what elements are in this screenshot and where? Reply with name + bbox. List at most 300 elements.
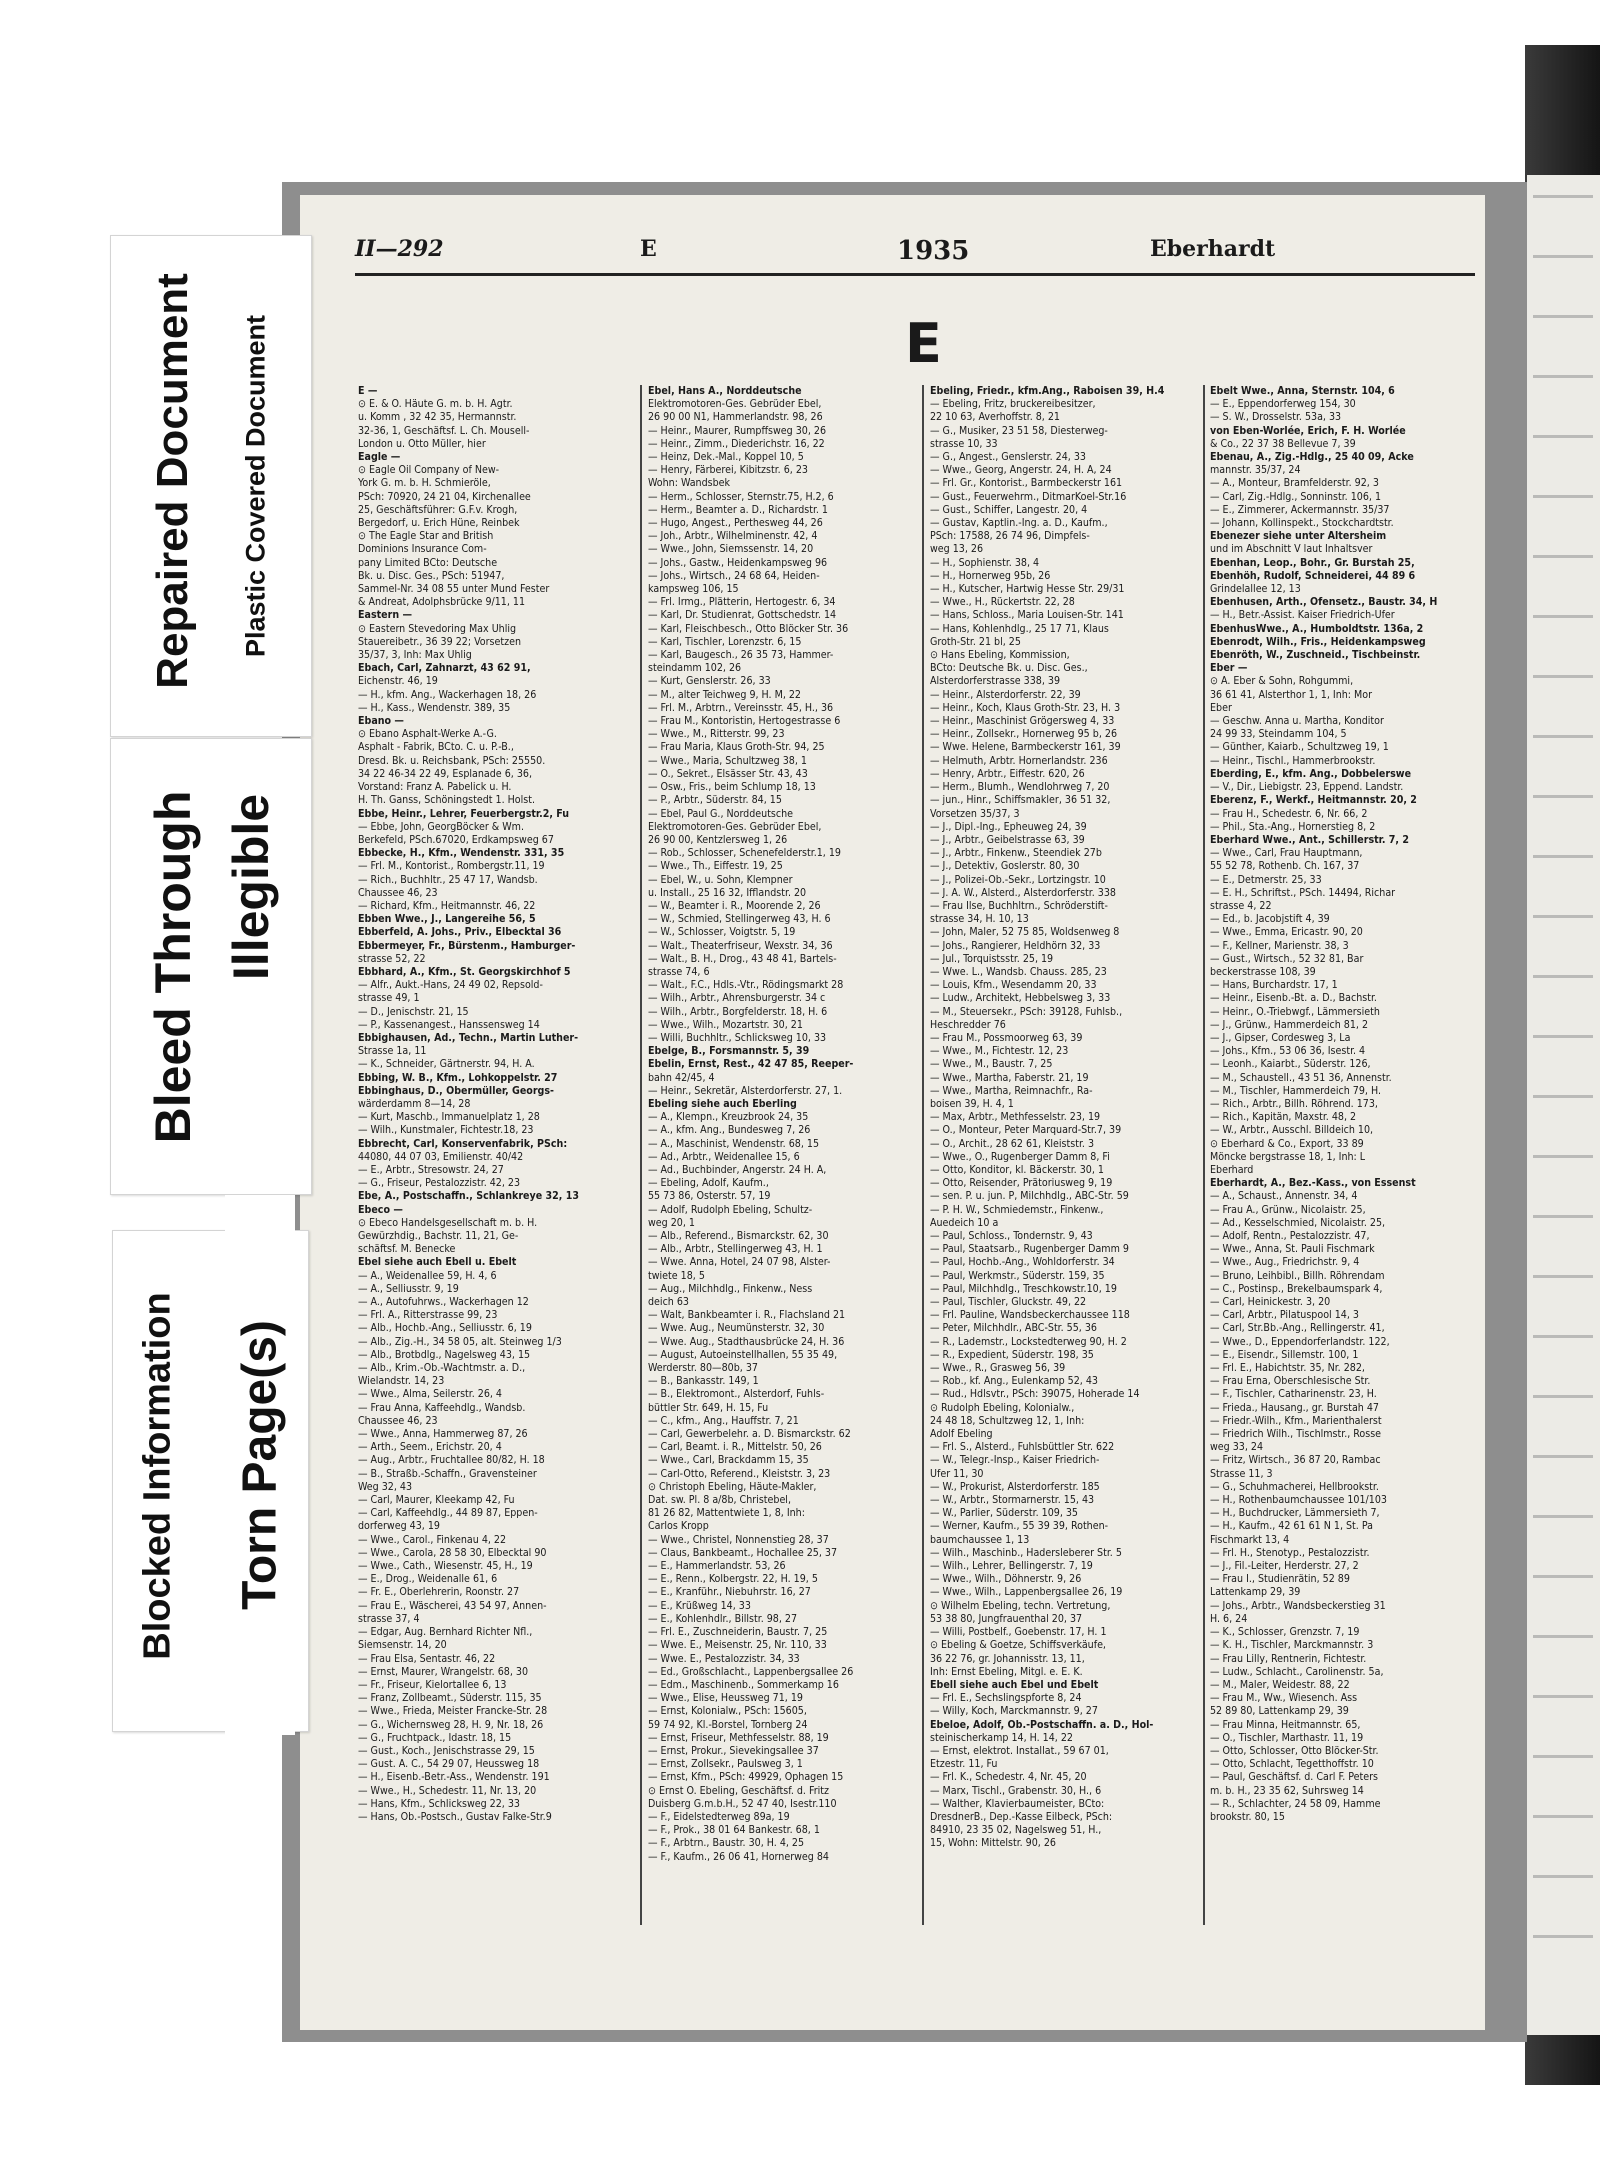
directory-entry: — A., Maschinist, Wendenstr. 68, 15 — [648, 1137, 820, 1150]
directory-entry: — Herm., Beamter a. D., Richardstr. 1 — [648, 503, 828, 516]
directory-entry: — E., Detmerstr. 25, 33 — [1210, 873, 1322, 886]
directory-entry: — Aug., Arbtr., Fruchtallee 80/82, H. 18 — [358, 1454, 545, 1467]
directory-entry: — Werner, Kaufm., 55 39 39, Rothen- — [930, 1520, 1109, 1533]
directory-entry: — Paul, Geschäftsf. d. Carl F. Peters — [1210, 1771, 1378, 1784]
directory-entry: — Frl. Gr., Kontorist., Barmbeckerstr 161 — [930, 477, 1123, 490]
directory-entry: — M., Tischler, Hammerdeich 79, H. — [1210, 1084, 1381, 1097]
directory-entry: — W., Arbtr., Stormarnerstr. 15, 43 — [930, 1494, 1095, 1507]
directory-entry: — Carl, Arbtr., Pilatuspool 14, 3 — [1210, 1309, 1359, 1322]
directory-entry: — Frau Lilly, Rentnerin, Fichtestr. — [1210, 1652, 1367, 1665]
directory-entry: — Ebel, Paul G., Norddeutsche — [648, 807, 794, 820]
directory-entry: — Wwe., Elise, Heussweg 71, 19 — [648, 1692, 803, 1705]
directory-entry: u. Komm , 32 42 35, Hermannstr. — [358, 411, 517, 424]
directory-entry: Heschredder 76 — [930, 1018, 1006, 1031]
torn-pages-stamp — [225, 1195, 295, 1735]
directory-entry: kampsweg 106, 15 — [648, 583, 739, 596]
directory-entry: — M., Maler, Weidestr. 88, 22 — [1210, 1678, 1350, 1691]
directory-entry: E — — [358, 385, 378, 397]
directory-entry: — Adolf, Rentn., Pestalozzistr. 47, — [1210, 1230, 1370, 1242]
directory-entry: — Wilh., Maschinb., Hadersleberer Str. 5 — [930, 1546, 1122, 1559]
directory-entry: Ebbighausen, Ad., Techn., Martin Luther- — [358, 1031, 579, 1044]
directory-entry: 15, Wohn: Mittelstr. 90, 26 — [930, 1837, 1056, 1850]
directory-entry: — Alb., Arbtr., Stellingerweg 43, H. 1 — [648, 1243, 823, 1256]
directory-entry: ⊙ Ernst O. Ebeling, Geschäftsf. d. Fritz — [648, 1784, 829, 1797]
directory-entry: 24 99 33, Steindamm 104, 5 — [1210, 728, 1347, 741]
directory-entry: — Bruno, Leihbibl., Billh. Röhrendam — [1210, 1269, 1385, 1282]
directory-entry: PSch: 17588, 26 74 96, Dimpfels- — [930, 530, 1090, 543]
repaired-document-stamp — [110, 235, 312, 737]
directory-entry: Elektromotoren-Ges. Gebrüder Ebel, — [648, 820, 822, 833]
directory-entry: — sen. P. u. jun. P, Milchhdlg., ABC-Str. 59 — [930, 1190, 1129, 1203]
directory-entry: — Johs., Rangierer, Heldhörn 32, 33 — [930, 939, 1101, 952]
directory-entry: PSch: 70920, 24 21 04, Kirchenallee — [358, 490, 531, 503]
directory-entry: — Otto, Konditor, kl. Bäckerstr. 30, 1 — [930, 1163, 1104, 1176]
directory-entry: Adolf Ebeling — [930, 1428, 993, 1441]
directory-entry: — W., Parlier, Süderstr. 109, 35 — [930, 1507, 1078, 1520]
directory-entry: — John, Maler, 52 75 85, Woldsenweg 8 — [930, 926, 1120, 939]
directory-entry: — Wwe., Carola, 28 58 30, Elbecktal 90 — [358, 1546, 547, 1559]
directory-entry: mannstr. 35/37, 24 — [1210, 464, 1301, 477]
directory-entry: — Fritz, Wirtsch., 36 87 20, Rambac — [1210, 1454, 1381, 1467]
directory-entry: — Carl, Maurer, Kleekamp 42, Fu — [358, 1494, 515, 1507]
directory-entry: Alsterdorferstrasse 338, 39 — [930, 675, 1061, 688]
directory-entry: ⊙ Eberhard & Co., Export, 33 89 — [1210, 1137, 1364, 1150]
directory-entry: — E., Hammerlandstr. 53, 26 — [648, 1560, 786, 1573]
directory-entry: büttler Str. 649, H. 15, Fu — [648, 1401, 769, 1414]
directory-entry: — Paul, Milchhdlg., Treschkowstr.10, 19 — [930, 1282, 1117, 1295]
directory-entry: Werderstr. 80—80b, 37 — [648, 1362, 758, 1375]
column-divider — [922, 385, 924, 1925]
directory-entry: — Edm., Maschinenb., Sommerkamp 16 — [648, 1678, 839, 1691]
directory-entry: — Ad., Kesselschmied, Nicolaistr. 25, — [1210, 1216, 1386, 1229]
directory-entry: — Frl. Irmg., Plätterin, Hertogestr. 6, 34 — [648, 596, 836, 609]
directory-entry: — J., Polizei-Ob.-Sekr., Lortzingstr. 10 — [930, 873, 1106, 886]
directory-entry: 81 26 82, Mattentwiete 1, 8, Inh: — [648, 1507, 805, 1520]
directory-entry: — Ebeling, Fritz, bruckereibesitzer, — [930, 398, 1096, 411]
directory-entry: — A., Schaust., Annenstr. 34, 4 — [1210, 1190, 1358, 1203]
directory-entry: — Ebbe, John, GeorgBöcker & Wm. — [358, 820, 524, 833]
directory-entry: — F., Tischler, Catharinenstr. 23, H. — [1210, 1388, 1377, 1401]
directory-entry: — Willi, Buchhltr., Schlicksweg 10, 33 — [648, 1031, 827, 1044]
directory-entry: — Heinr., Sekretär, Alsterdorferstr. 27, 1. — [648, 1084, 843, 1097]
directory-entry: — Wwe., Wilh., Mozartstr. 30, 21 — [648, 1018, 803, 1031]
directory-entry: 36 61 41, Alsterthor 1, 1, Inh: Mor — [1210, 688, 1373, 701]
directory-entry: 25, Geschäftsführer: G.F.v. Krogh, — [358, 503, 518, 516]
directory-entry: Ebbinghaus, D., Obermüller, Georgs- — [358, 1084, 554, 1097]
directory-entry: — Heinr., Zimm., Diederichstr. 16, 22 — [648, 437, 825, 450]
directory-entry: — Fr. E., Oberlehrerin, Roonstr. 27 — [358, 1586, 520, 1599]
directory-entry: — E., Kranführ., Niebuhrstr. 16, 27 — [648, 1586, 811, 1599]
directory-entry: — Wwe., Cath., Wiesenstr. 45, H., 19 — [358, 1560, 533, 1573]
directory-entry: — Henry, Färberei, Kibitzstr. 6, 23 — [648, 464, 808, 477]
directory-entry: ⊙ Ebeling & Goetze, Schiffsverkäufe, — [930, 1639, 1106, 1652]
directory-entry: Eberhard — [1210, 1163, 1254, 1176]
directory-entry: — A., kfm. Ang., Bundesweg 7, 26 — [648, 1124, 811, 1137]
directory-entry: Ebeco — — [358, 1203, 403, 1216]
directory-entry: Grindelallee 12, 13 — [1210, 583, 1301, 596]
directory-entry: — H., Kass., Wendenstr. 389, 35 — [358, 701, 511, 714]
directory-entry: — A., Klempn., Kreuzbrook 24, 35 — [648, 1111, 809, 1124]
directory-entry: — Hans, Burchardstr. 17, 1 — [1210, 979, 1338, 992]
directory-entry: — H., kfm. Ang., Wackerhagen 18, 26 — [358, 688, 537, 701]
directory-entry: Ebenhöh, Rudolf, Schneiderei, 44 89 6 — [1210, 569, 1416, 582]
directory-entry: 26 90 00 N1, Hammerlandstr. 98, 26 — [648, 411, 823, 424]
directory-entry: — A., Weidenallee 59, H. 4, 6 — [358, 1269, 497, 1282]
directory-entry: Ebel, Hans A., Norddeutsche — [648, 385, 802, 397]
directory-entry: — Ad., Arbtr., Weidenallee 15, 6 — [648, 1150, 800, 1163]
directory-entry: Bk. u. Disc. Ges., PSch: 51947, — [358, 569, 505, 582]
directory-entry: — K. H., Tischler, Marckmannstr. 3 — [1210, 1639, 1374, 1652]
directory-entry: — Ed., Großschlacht., Lappenbergsallee 26 — [648, 1665, 854, 1678]
directory-entry: Vorsetzen 35/37, 3 — [930, 807, 1020, 820]
directory-entry: Eber — [1210, 701, 1232, 714]
directory-entry: Duisberg G.m.b.H., 52 47 40, Isestr.110 — [648, 1797, 837, 1810]
directory-entry: — Heinr., Koch, Klaus Groth-Str. 23, H. 3 — [930, 701, 1121, 714]
header-year: 1935 — [897, 236, 970, 266]
directory-entry: York G. m. b. H. Schmieröle, — [358, 477, 491, 490]
directory-entry: — Richard, Kfm., Heitmannstr. 46, 22 — [358, 899, 536, 912]
directory-entry: — Carl, Kaffeehdlg., 44 89 87, Eppen- — [358, 1507, 538, 1520]
page-number: II—292 — [355, 236, 444, 262]
directory-entry: Inh: Ernst Ebeling, Mitgl. e. E. K. — [930, 1665, 1083, 1678]
directory-entry: DresdnerB., Dep.-Kasse Eilbeck, PSch: — [930, 1810, 1113, 1823]
directory-entry: — Osw., Fris., beim Schlump 18, 13 — [648, 781, 816, 794]
directory-entry: Eberhardt, A., Bez.-Kass., von Essenst — [1210, 1177, 1416, 1190]
directory-entry: — M., Steuersekr., PSch: 39128, Fuhlsb., — [930, 1005, 1123, 1018]
directory-entry: 26 90 00, Kentzlersweg 1, 26 — [648, 833, 788, 846]
directory-entry: Ebelin, Ernst, Rest., 42 47 85, Reeper- — [648, 1058, 854, 1071]
directory-entry: — Paul, Hochb.-Ang., Wohldorferstr. 34 — [930, 1256, 1115, 1269]
directory-entry: — Heinr., Zollsekr., Hornerweg 95 b, 26 — [930, 728, 1118, 741]
directory-entry: — Gustav, Kaptlin.-Ing. a. D., Kaufm., — [930, 517, 1108, 530]
directory-entry: — Frau Minna, Heitmannstr. 65, — [1210, 1718, 1361, 1731]
directory-entry: — Rob., Schlosser, Schenefelderstr.1, 19 — [648, 847, 841, 860]
header-letter: E — [640, 236, 657, 262]
directory-entry: — Walt., Theaterfriseur, Wexstr. 34, 36 — [648, 939, 833, 952]
directory-entry: — V., Dir., Liebigstr. 23, Eppend. Landstr. — [1210, 781, 1404, 794]
directory-entry: — J., Grünw., Hammerdeich 81, 2 — [1210, 1018, 1369, 1031]
directory-entry: — Adolf, Rudolph Ebeling, Schultz- — [648, 1203, 813, 1216]
directory-entry: H. 6, 24 — [1210, 1612, 1248, 1625]
directory-entry: Möncke bergstrasse 18, 1, Inh: L — [1210, 1150, 1366, 1163]
directory-column-1 — [358, 385, 626, 1925]
directory-entry: — Hans, Kohlenhdlg., 25 17 71, Klaus — [930, 622, 1109, 635]
directory-entry: Sammel-Nr. 34 08 55 unter Mund Fester — [358, 583, 550, 596]
directory-entry: ⊙ Eagle Oil Company of New- — [358, 464, 500, 477]
directory-entry: — R., Schlachter, 24 58 09, Hamme — [1210, 1797, 1381, 1810]
directory-entry: — Paul, Werkmstr., Süderstr. 159, 35 — [930, 1269, 1105, 1282]
directory-entry: — Rich., Arbtr., Billh. Röhrend. 173, — [1210, 1097, 1378, 1110]
directory-entry: Siemsenstr. 14, 20 — [358, 1639, 447, 1652]
directory-entry: — O., Monteur, Peter Marquard-Str.7, 39 — [930, 1124, 1122, 1137]
directory-entry: — Gust., Feuerwehrm., DitmarKoel-Str.16 — [930, 490, 1127, 503]
directory-entry: — K., Schneider, Gärtnerstr. 94, H. A. — [358, 1058, 535, 1071]
directory-entry: — Marx, Tischl., Grabenstr. 30, H., 6 — [930, 1784, 1102, 1797]
directory-entry: — E., Eisendr., Sillemstr. 100, 1 — [1210, 1348, 1359, 1361]
directory-entry: — C., Postinsp., Brekelbaumspark 4, — [1210, 1282, 1383, 1295]
directory-entry: — H., Betr.-Assist. Kaiser Friedrich-Ufer — [1210, 609, 1395, 622]
directory-entry: boisen 39, H. 4, 1 — [930, 1097, 1014, 1110]
directory-entry: — G., Fruchtpack., Idastr. 18, 15 — [358, 1731, 512, 1744]
directory-entry: — J., Arbtr., Geibelstrasse 63, 39 — [930, 833, 1085, 846]
directory-entry: ⊙ E. & O. Häute G. m. b. H. Agtr. — [358, 398, 513, 411]
repaired-label: Repaired Document — [148, 273, 197, 689]
directory-entry: — Alb., Krim.-Ob.-Wachtmstr. a. D., — [358, 1362, 526, 1375]
directory-entry: — Ebeling, Adolf, Kaufm., — [648, 1177, 769, 1190]
directory-entry: — Paul, Tischler, Gluckstr. 49, 22 — [930, 1296, 1087, 1309]
directory-entry: — Alb., Hochb.-Ang., Selliusstr. 6, 19 — [358, 1322, 532, 1335]
directory-entry: — Gust., Koch., Jenischstrasse 29, 15 — [358, 1744, 535, 1757]
directory-entry: — Edgar, Aug. Bernhard Richter Nfl., — [358, 1626, 533, 1639]
directory-entry: Fischmarkt 13, 4 — [1210, 1533, 1290, 1546]
directory-entry: — Frl. K., Schedestr. 4, Nr. 45, 20 — [930, 1771, 1087, 1784]
directory-entry: Ebbecke, H., Kfm., Wendenstr. 331, 35 — [358, 847, 565, 860]
directory-entry: Eichenstr. 46, 19 — [358, 675, 438, 688]
directory-entry: Ebenezer siehe unter Altersheim — [1210, 530, 1387, 543]
directory-entry: — Frl. E., Sechslingspforte 8, 24 — [930, 1692, 1082, 1705]
directory-entry: Elektromotoren-Ges. Gebrüder Ebel, — [648, 398, 822, 411]
directory-entry: EbenhusWwe., A., Humboldtstr. 136a, 2 — [1210, 622, 1424, 635]
directory-entry: — Wwe., Carl, Brackdamm 15, 35 — [648, 1454, 809, 1467]
directory-entry: — G., Angest., Genslerstr. 24, 33 — [930, 451, 1086, 464]
directory-entry: — Joh., Arbtr., Wilhelminenstr. 42, 4 — [648, 530, 818, 543]
directory-entry: — Wwe., D., Eppendorferlandstr. 122, — [1210, 1335, 1390, 1348]
directory-entry: — Günther, Kaiarb., Schultzweg 19, 1 — [1210, 741, 1389, 754]
directory-entry: — Alfr., Aukt.-Hans, 24 49 02, Repsold- — [358, 979, 543, 992]
directory-entry: — F., Prok., 38 01 64 Bankestr. 68, 1 — [648, 1824, 820, 1837]
directory-entry: Ebenhusen, Arth., Ofensetz., Baustr. 34, H — [1210, 596, 1438, 609]
directory-entry: — Wwe., Wilh., Lappenbergsallee 26, 19 — [930, 1586, 1123, 1599]
directory-entry: — A., Selliusstr. 9, 19 — [358, 1282, 459, 1295]
directory-entry: — Johs., Kfm., 53 06 36, Isestr. 4 — [1210, 1045, 1366, 1058]
directory-entry: — F., Eidelstedterweg 89a, 19 — [648, 1810, 790, 1823]
directory-entry: Weg 32, 43 — [358, 1480, 413, 1493]
directory-entry: — W., Arbtr., Ausschl. Billdeich 10, — [1210, 1124, 1374, 1137]
directory-entry: — Heinr., Maschinist Grögersweg 4, 33 — [930, 715, 1115, 728]
directory-entry: — Carl, Beamt. i. R., Mittelstr. 50, 26 — [648, 1441, 822, 1454]
directory-entry: — W., Telegr.-Insp., Kaiser Friedrich- — [930, 1454, 1100, 1467]
bleed-through-stamp — [110, 738, 312, 1195]
directory-entry: — Willy, Koch, Marckmannstr. 9, 27 — [930, 1705, 1098, 1718]
directory-entry: — E., Renn., Kolbergstr. 22, H. 19, 5 — [648, 1573, 818, 1586]
directory-entry: — Carl, Heinickestr. 3, 20 — [1210, 1296, 1331, 1309]
directory-entry: Chaussee 46, 23 — [358, 1414, 438, 1427]
directory-entry: — K., Schlosser, Grenzstr. 7, 19 — [1210, 1626, 1360, 1639]
directory-entry: Ebell siehe auch Ebel und Ebelt — [930, 1678, 1099, 1691]
directory-entry: — Wwe., Anna, St. Pauli Fischmark — [1210, 1243, 1375, 1256]
directory-entry: Groth-Str. 21 bl, 25 — [930, 635, 1021, 648]
directory-entry: London u. Otto Müller, hier — [358, 437, 486, 450]
directory-entry: Ebelge, B., Forsmannstr. 5, 39 — [648, 1045, 810, 1058]
directory-entry: — Frieda., Hausang., gr. Burstah 47 — [1210, 1401, 1379, 1414]
directory-entry: strasse 74, 6 — [648, 965, 710, 978]
directory-entry: wärderdamm 8—14, 28 — [358, 1097, 471, 1110]
directory-entry: — Frl. M., Arbtrn., Vereinsstr. 45, H., 36 — [648, 701, 834, 714]
directory-entry: — Rob., kf. Ang., Eulenkamp 52, 43 — [930, 1375, 1098, 1388]
directory-entry: — Wwe. E., Meisenstr. 25, Nr. 110, 33 — [648, 1639, 827, 1652]
directory-entry: Ebelt Wwe., Anna, Sternstr. 104, 6 — [1210, 385, 1395, 397]
directory-entry: Ebano — — [358, 715, 404, 728]
directory-entry: — Ernst, Kfm., PSch: 49929, Ophagen 15 — [648, 1771, 844, 1784]
directory-entry: dorferweg 43, 19 — [358, 1520, 440, 1533]
directory-entry: — Heinz, Dek.-Mal., Koppel 10, 5 — [648, 451, 804, 464]
directory-entry: — M., Schaustell., 43 51 36, Annenstr. — [1210, 1071, 1392, 1084]
directory-entry: — J., Detektiv, Goslerstr. 80, 30 — [930, 860, 1080, 873]
blocked-label: Blocked Information — [136, 1292, 178, 1660]
directory-entry: — Ebel, W., u. Sohn, Klempner — [648, 873, 793, 886]
directory-entry: — Wwe. L., Wandsb. Chauss. 285, 23 — [930, 965, 1107, 978]
bleed-label: Bleed Through — [145, 790, 201, 1143]
directory-entry: Ebe, A., Postschaffn., Schlankreye 32, 13 — [358, 1190, 579, 1203]
directory-entry: — Hans, Ob.-Postsch., Gustav Falke-Str.9 — [358, 1810, 552, 1823]
directory-entry: — Wwe. Aug., Stadthausbrücke 24, H. 36 — [648, 1335, 845, 1348]
directory-entry: — Carl-Otto, Referend., Kleiststr. 3, 23 — [648, 1467, 831, 1480]
directory-entry: — Wwe., Carol., Finkenau 4, 22 — [358, 1533, 507, 1546]
directory-entry: — Ernst, Friseur, Methfesselstr. 88, 19 — [648, 1731, 829, 1744]
directory-entry: — Gust., Wirtsch., 52 32 81, Bar — [1210, 952, 1364, 965]
directory-entry: Ebeling, Friedr., kfm.Ang., Raboisen 39, H.4 — [930, 385, 1165, 397]
directory-entry: — Ludw., Architekt, Hebbelsweg 3, 33 — [930, 992, 1111, 1005]
directory-entry: — Phil., Sta.-Ang., Hornerstieg 8, 2 — [1210, 820, 1376, 833]
directory-entry: — Wwe., H., Schedestr. 11, Nr. 13, 20 — [358, 1784, 537, 1797]
directory-entry: — B., Elektromont., Alsterdorf, Fuhls- — [648, 1388, 825, 1401]
section-letter: E — [905, 312, 942, 375]
directory-entry: — E. H., Schriftst., PSch. 14494, Richar — [1210, 886, 1396, 899]
directory-entry: — Karl, Dr. Studienrat, Gottschedstr. 14 — [648, 609, 837, 622]
directory-entry: brookstr. 80, 15 — [1210, 1810, 1285, 1823]
directory-entry: — Frau M., Kontoristin, Hertogestrasse 6 — [648, 715, 841, 728]
directory-entry: — Leonh., Kaiarbt., Süderstr. 126, — [1210, 1058, 1371, 1071]
directory-entry: — Rich., Kapitän, Maxstr. 48, 2 — [1210, 1111, 1357, 1124]
directory-entry: — Wilh., Kunstmaler, Fichtestr.18, 23 — [358, 1124, 534, 1137]
directory-entry: — Peter, Milchhdlr., ABC-Str. 55, 36 — [930, 1322, 1097, 1335]
directory-entry: Ebenröth, W., Zuschneid., Tischbeinstr. — [1210, 649, 1421, 662]
directory-entry: — Frl. Pauline, Wandsbeckerchaussee 118 — [930, 1309, 1130, 1322]
directory-entry: — Wwe., Th., Eiffestr. 19, 25 — [648, 860, 783, 873]
directory-entry: pany Limited BCto: Deutsche — [358, 556, 498, 569]
directory-entry: Ebben Wwe., J., Langereihe 56, 5 — [358, 913, 536, 926]
directory-entry: Eberding, E., kfm. Ang., Dobbelerswe — [1210, 767, 1412, 780]
directory-entry: — Frau I., Studienrätin, 52 89 — [1210, 1573, 1350, 1586]
directory-entry: Ebenrodt, Wilh., Fris., Heidenkampsweg — [1210, 635, 1426, 648]
directory-entry: — Frau Ilse, Buchhltrn., Schröderstift- — [930, 899, 1108, 912]
directory-entry: von Eben-Worlée, Erich, F. H. Worlée — [1210, 424, 1406, 437]
directory-entry: — Geschw. Anna u. Martha, Konditor — [1210, 715, 1384, 728]
directory-entry: — Aug., Milchhdlg., Finkenw., Ness — [648, 1282, 813, 1295]
directory-entry: — Jul., Torquistsstr. 25, 19 — [930, 952, 1054, 965]
directory-entry: Strasse 11, 3 — [1210, 1467, 1273, 1480]
directory-entry: — Frl. E., Habichtstr. 35, Nr. 282, — [1210, 1362, 1365, 1375]
directory-entry: — Rich., Buchhltr., 25 47 17, Wandsb. — [358, 873, 538, 886]
directory-entry: — Ernst, Kolonialw., PSch: 15605, — [648, 1705, 807, 1718]
directory-entry: — H., Kaufm., 42 61 61 N 1, St. Pa — [1210, 1520, 1373, 1533]
directory-entry: — Walther, Klavierbaumeister, BCto: — [930, 1797, 1105, 1810]
directory-entry: Ebeling siehe auch Eberling — [648, 1097, 797, 1110]
directory-entry: — Frl. E., Zuschneiderin, Baustr. 7, 25 — [648, 1626, 828, 1639]
directory-entry: — Wwe., M., Fichtestr. 12, 23 — [930, 1045, 1069, 1058]
directory-entry: — Wwe., Carl, Frau Hauptmann, — [1210, 847, 1363, 860]
directory-entry: — Wwe. Aug., Neumünsterstr. 32, 30 — [648, 1322, 825, 1335]
directory-entry: — E., Zimmerer, Ackermannstr. 35/37 — [1210, 503, 1390, 516]
directory-entry: strasse 52, 22 — [358, 952, 426, 965]
directory-entry: Chaussee 46, 23 — [358, 886, 438, 899]
directory-entry: — Johs., Arbtr., Wandsbeckerstieg 31 — [1210, 1599, 1386, 1612]
directory-entry: & Co., 22 37 38 Bellevue 7, 39 — [1210, 437, 1356, 450]
directory-entry: Strasse 1a, 11 — [358, 1045, 427, 1058]
directory-entry: Bergedorf, u. Erich Hüne, Reinbek — [358, 517, 520, 530]
directory-entry: — Johann, Kollinspekt., Stockchardtstr. — [1210, 517, 1394, 530]
directory-entry: Eber — — [1210, 662, 1248, 675]
directory-entry: deich 63 — [648, 1296, 689, 1309]
directory-entry: — E., Arbtr., Stresowstr. 24, 27 — [358, 1163, 504, 1176]
directory-entry: — Wwe., H., Rückertstr. 22, 28 — [930, 596, 1075, 609]
directory-entry: 32-36, 1, Geschäftsf. L. Ch. Mousell- — [358, 424, 530, 437]
directory-entry: Etzestr. 11, Fu — [930, 1758, 998, 1771]
directory-entry: — Herm., Blumh., Wendlohrweg 7, 20 — [930, 781, 1110, 794]
directory-entry: — Gust. A. C., 54 29 07, Heussweg 18 — [358, 1758, 540, 1771]
directory-entry: ⊙ Hans Ebeling, Kommission, — [930, 649, 1070, 662]
directory-entry: — Wwe., O., Rugenberger Damm 8, Fi — [930, 1150, 1110, 1163]
directory-entry: — Willi, Postbelf., Goebenstr. 17, H. 1 — [930, 1626, 1107, 1639]
directory-entry: — Gust., Schiffer, Langestr. 20, 4 — [930, 503, 1088, 516]
directory-entry: — Kurt, Maschb., Immanuelplatz 1, 28 — [358, 1111, 540, 1124]
directory-entry: — Johs., Gastw., Heidenkampsweg 96 — [648, 556, 828, 569]
directory-entry: — Frau M., Possmoorweg 63, 39 — [930, 1031, 1083, 1044]
directory-entry: — Frl. M., Kontorist., Rombergstr.11, 19 — [358, 860, 545, 873]
directory-entry: — O., Tischler, Marthastr. 11, 19 — [1210, 1731, 1364, 1744]
directory-entry: — Wwe., M., Baustr. 7, 25 — [930, 1058, 1053, 1071]
directory-entry: Eberenz, F., Werkf., Heitmannstr. 20, 2 — [1210, 794, 1417, 807]
directory-entry: 53 38 80, Jungfrauenthal 20, 37 — [930, 1612, 1083, 1625]
directory-entry: m. b. H., 23 35 62, Suhrsweg 14 — [1210, 1784, 1364, 1797]
directory-entry: 55 73 86, Osterstr. 57, 19 — [648, 1190, 771, 1203]
directory-entry: steinischerkamp 14, H. 14, 22 — [930, 1731, 1073, 1744]
directory-entry: — Heinr., O.-Triebwgf., Lämmersieth — [1210, 1005, 1380, 1018]
directory-entry: — B., Bankasstr. 149, 1 — [648, 1375, 759, 1388]
directory-entry: 44080, 44 07 03, Emilienstr. 40/42 — [358, 1150, 524, 1163]
directory-entry: — R., Expedient, Süderstr. 198, 35 — [930, 1348, 1094, 1361]
directory-entry: — W., Schlosser, Voigtstr. 5, 19 — [648, 926, 796, 939]
directory-entry: ⊙ Christoph Ebeling, Häute-Makler, — [648, 1480, 817, 1493]
directory-entry: — Claus, Bankbeamt., Hochallee 25, 37 — [648, 1546, 838, 1559]
directory-entry: Stauereibetr., 36 39 22; Vorsetzen — [358, 635, 521, 648]
directory-entry: — A., Autofuhrws., Wackerhagen 12 — [358, 1296, 529, 1309]
directory-entry: — Walt., B. H., Drog., 43 48 41, Bartels- — [648, 952, 837, 965]
directory-entry: — Heinr., Alsterdorferstr. 22, 39 — [930, 688, 1081, 701]
directory-entry: — Frau Maria, Klaus Groth-Str. 94, 25 — [648, 741, 825, 754]
directory-entry: — Walt., F.C., Hdls.-Vtr., Rödingsmarkt 28 — [648, 979, 844, 992]
directory-entry: — Wwe. Helene, Barmbeckerstr 161, 39 — [930, 741, 1121, 754]
column-divider — [1203, 385, 1205, 1925]
directory-entry: Eastern — — [358, 609, 412, 622]
directory-entry: — Wwe., R., Grasweg 56, 39 — [930, 1362, 1066, 1375]
directory-entry: — Wwe., Wilh., Döhnerstr. 9, 26 — [930, 1573, 1082, 1586]
directory-entry: — Alb., Referend., Bismarckstr. 62, 30 — [648, 1230, 829, 1242]
directory-entry: — Ernst, Prokur., Sievekingsallee 37 — [648, 1744, 819, 1757]
directory-entry: — Wwe., Maria, Schultzweg 38, 1 — [648, 754, 807, 767]
directory-entry: — F., Arbtrn., Baustr. 30, H. 4, 25 — [648, 1837, 805, 1850]
directory-entry: — G., Musiker, 23 51 58, Diesterweg- — [930, 424, 1108, 437]
directory-entry: — Karl, Fleischbesch., Otto Blöcker Str. 36 — [648, 622, 849, 635]
directory-entry: — Fr., Friseur, Kielortallee 6, 13 — [358, 1678, 507, 1691]
directory-entry: weg 33, 24 — [1210, 1441, 1264, 1454]
directory-entry: & Andreat, Adolphsbrücke 9/11, 11 — [358, 596, 526, 609]
directory-entry: twiete 18, 5 — [648, 1269, 705, 1282]
directory-entry: Ebach, Carl, Zahnarzt, 43 62 91, — [358, 662, 531, 675]
directory-entry: 22 10 63, Averhoffstr. 8, 21 — [930, 411, 1060, 424]
directory-entry: — Franz, Zollbeamt., Süderstr. 115, 35 — [358, 1692, 542, 1705]
torn-label: Torn Page(s) — [233, 1320, 287, 1610]
